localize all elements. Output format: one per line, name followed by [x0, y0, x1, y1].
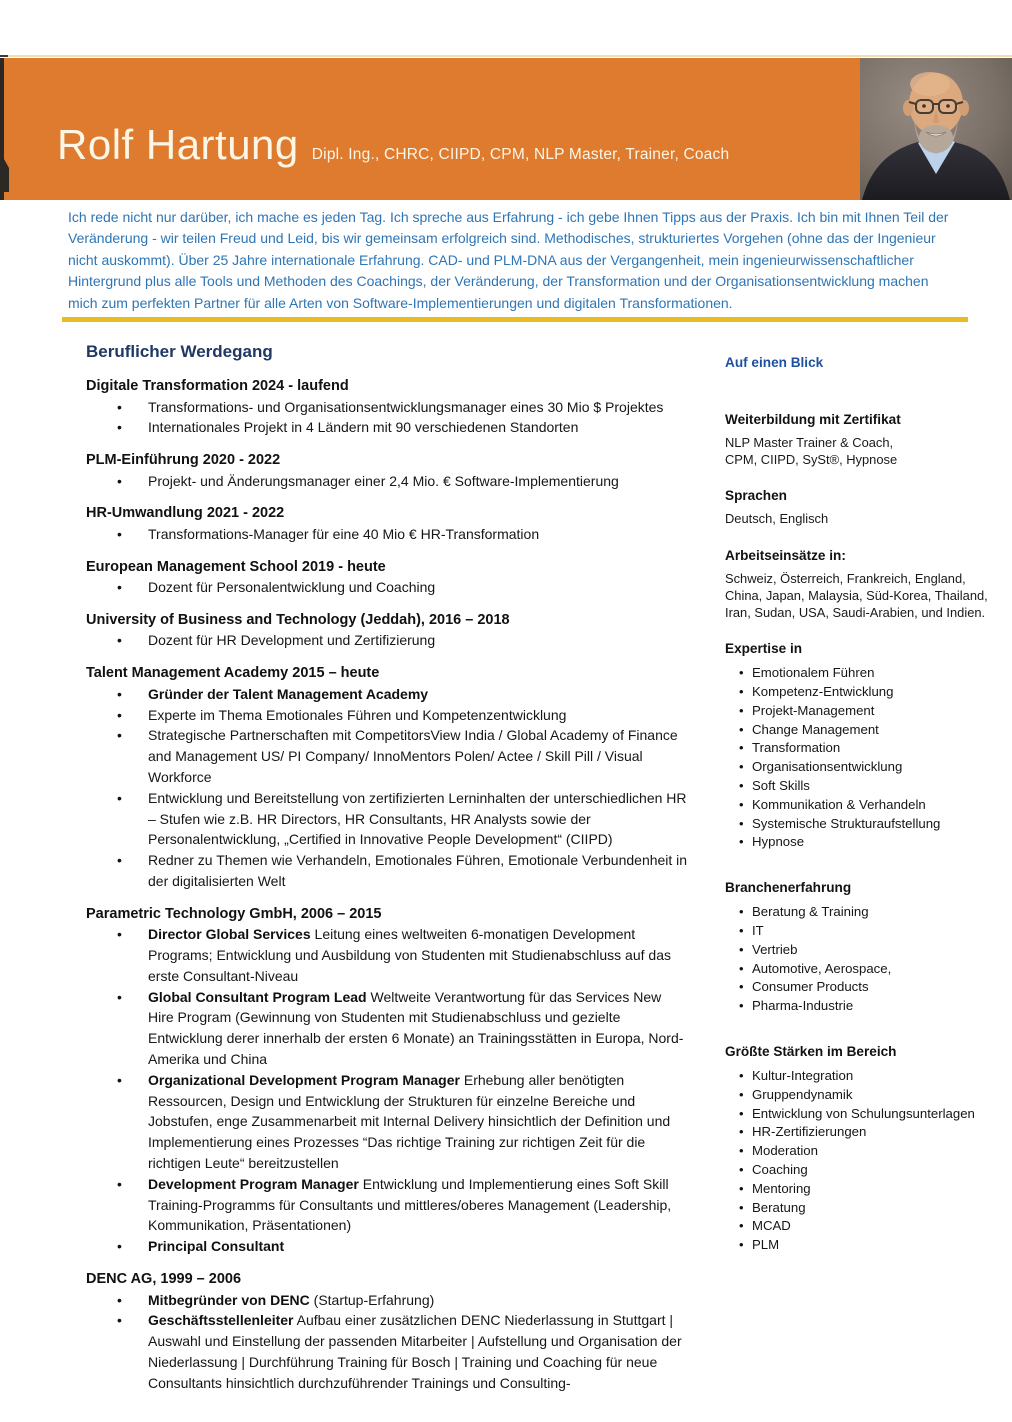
sidebar-text: Schweiz, Österreich, Frankreich, England, China, Japan, Malaysia, Süd-Korea, Thailand, Iran, Sudan, USA, Saudi-Arabien, und Indien.: [725, 570, 988, 621]
sidebar-block-heading: Expertise in: [725, 641, 803, 657]
section-heading: University of Business and Technology (Jeddah), 2016 – 2018: [86, 611, 510, 628]
sidebar-bullet-item: • Projekt-Management: [739, 702, 1003, 721]
experience-section: [86, 503, 700, 544]
sidebar-bullet-item: • Transformation: [739, 739, 1003, 758]
bullet-bold-lead: Geschäftsstellenleiter: [148, 1312, 294, 1329]
experience-section: [86, 610, 700, 651]
bullet-item: • Dozent für Personalentwicklung und Coaching: [86, 577, 688, 598]
section-bullet-list: [86, 471, 700, 492]
bullet-item: • Internationales Projekt in 4 Ländern mit 90 verschiedenen Standorten: [86, 417, 688, 438]
sidebar-bullet-item: • Change Management: [739, 721, 1003, 740]
section-bullet-list: [86, 630, 700, 651]
sidebar-bullet-item: • Automotive, Aerospace,: [739, 960, 1003, 979]
sidebar-bullet-item: • Beratung: [739, 1199, 1003, 1218]
sidebar-bullet-item: • Kommunikation & Verhandeln: [739, 796, 1003, 815]
bullet-item: • Mitbegründer von DENC (Startup-Erfahrung): [86, 1290, 688, 1311]
bullet-item: • Redner zu Themen wie Verhandeln, Emotionales Führen, Emotionale Verbundenheit in der digitalisierten Welt: [86, 850, 688, 892]
intro-paragraph: Ich rede nicht nur darüber, ich mache es jeden Tag. Ich spreche aus Erfahrung - ich gebe Ihnen Tipps aus der Praxis. Ich bin mit Ihnen Teil der Veränderung - wir teilen Freud und Leid, bis wir gemeinsam erfolgreich sind. Methodisches, strukturiertes Vorgehen (ohne das der Ingenieur nicht auskommt). Über 25 Jahre internationale Erfahrung. CAD- und PLM-DNA aus der Vergangenheit, mein ingenieurwissenschaftlicher Hintergrund plus alle Tools und Methoden des Coachings, der Veränderung, der Transformation und der Organisationsentwicklung machen mich zum perfekten Partner für alle Arten von Software-Implementierungen und digitalen Transformationen.: [68, 209, 949, 311]
header-name-row: [57, 121, 730, 168]
sidebar-text: NLP Master Trainer & Coach,: [725, 435, 894, 450]
sidebar-block: [725, 1043, 1003, 1255]
bullet-item: • Experte im Thema Emotionales Führen und Kompetenzentwicklung: [86, 705, 688, 726]
section-heading: Parametric Technology GmbH, 2006 – 2015: [86, 905, 382, 922]
sidebar-title: Auf einen Blick: [725, 355, 824, 370]
sidebar-bullet-item: • Soft Skills: [739, 777, 1003, 796]
section-heading: DENC AG, 1999 – 2006: [86, 1271, 242, 1287]
sidebar-bullet-item: • Consumer Products: [739, 978, 1003, 997]
sidebar-block-heading: Sprachen: [725, 488, 787, 504]
sidebar-block: [725, 487, 1003, 527]
bullet-item: • Transformations-Manager für eine 40 Mio € HR-Transformation: [86, 524, 688, 545]
bullet-item: • Development Program Manager Entwicklung und Implementierung eines Soft Skill Training-Programms für Consultants und mittleres/oberes Management (Leadership, Kommunikation, Präsentationen): [86, 1174, 688, 1236]
experience-sections: [86, 376, 700, 1393]
sidebar-bullet-item: • Vertrieb: [739, 941, 1003, 960]
section-bullet-list: [86, 524, 700, 545]
sidebar-bullet-item: • MCAD: [739, 1217, 1003, 1236]
sidebar-block: [725, 879, 1003, 1016]
experience-section: [86, 1269, 700, 1393]
person-name: Rolf Hartung: [57, 121, 299, 168]
bullet-bold-lead: Mitbegründer von DENC: [148, 1291, 310, 1308]
sidebar-bullet-item: • Systemische Strukturaufstellung: [739, 815, 1003, 834]
sidebar-bullet-item: • Pharma-Industrie: [739, 997, 1003, 1016]
experience-section: [86, 450, 700, 491]
sidebar-bullet-list: [725, 1067, 1003, 1255]
section-heading: PLM-Einführung 2020 - 2022: [86, 452, 281, 469]
sidebar-text: Deutsch, Englisch: [725, 511, 829, 527]
experience-section: [86, 904, 700, 1257]
divider-gold: [62, 317, 968, 322]
section-bullet-list: [86, 924, 700, 1257]
sidebar-bullet-item: • Coaching: [739, 1161, 1003, 1180]
experience-section: [86, 557, 700, 598]
sidebar-bullet-list: [725, 903, 1003, 1016]
summary-sidebar: [725, 337, 1003, 1282]
portrait-photo-graphic: [860, 58, 1012, 200]
sidebar-block: [725, 640, 1003, 852]
sidebar-bullet-item: • Organisationsentwicklung: [739, 758, 1003, 777]
sidebar-bullet-item: • Gruppendynamik: [739, 1086, 1003, 1105]
section-heading: Talent Management Academy 2015 – heute: [86, 665, 380, 682]
bullet-item: • Transformations- und Organisationsentwicklungsmanager eines 30 Mio $ Projektes: [86, 397, 688, 418]
sidebar-block-heading: Weiterbildung mit Zertifikat: [725, 412, 901, 427]
sidebar-bullet-item: • Kompetenz-Entwicklung: [739, 683, 1003, 702]
portrait-photo: [860, 58, 1012, 200]
sidebar-bullet-item: • IT: [739, 922, 1003, 941]
main-title: Beruflicher Werdegang: [86, 342, 273, 361]
sidebar-block-heading: Größte Stärken im Bereich: [725, 1043, 897, 1059]
top-accent-line: [0, 55, 1012, 57]
section-heading: HR-Umwandlung 2021 - 2022: [86, 505, 285, 522]
sidebar-block: [725, 547, 1003, 622]
bullet-bold-lead: Director Global Services: [148, 926, 311, 943]
bullet-item: [86, 1236, 688, 1257]
section-heading: Digitale Transformation 2024 - laufend: [86, 378, 349, 394]
bullet-bold-lead: Development Program Manager: [148, 1175, 359, 1192]
sidebar-bullet-item: • HR-Zertifizierungen: [739, 1123, 1003, 1142]
content-columns: [0, 337, 1012, 1405]
sidebar-bullet-list: [725, 664, 1003, 852]
sidebar-bullet-item: • Entwicklung von Schulungsunterlagen: [739, 1105, 1003, 1124]
sidebar-block-heading: Branchenerfahrung: [725, 880, 852, 896]
sidebar-bullet-item: • Emotionalem Führen: [739, 664, 1003, 683]
sidebar-bullet-item: • Mentoring: [739, 1180, 1003, 1199]
section-bullet-list: [86, 397, 700, 439]
bullet-item: • Strategische Partnerschaften mit CompetitorsView India / Global Academy of Finance and Management US/ PI Company/ InnoMentors Polen/ Actee / Skill Pill / Visual Workforce: [86, 725, 688, 787]
sidebar-bullet-item: • Kultur-Integration: [739, 1067, 1003, 1086]
credentials: Dipl. Ing., CHRC, CIIPD, CPM, NLP Master, Trainer, Coach: [311, 146, 730, 163]
experience-section: [86, 376, 700, 438]
bullet-item: • Organizational Development Program Manager Erhebung aller benötigten Ressourcen, Design und Entwicklung der Strukturen für einzelne Bereiche und Jobstufen, enge Zusammenarbeit mit Internal Delivery hinsichtlich der Definition und Implementierung eines Prozesses “Das richtige Training zur richtigen Zeit für die richtigen Leute“ bereitzustellen: [86, 1070, 688, 1174]
bullet-bold-lead: Principal Consultant: [148, 1238, 285, 1255]
sidebar-bullet-item: • Hypnose: [739, 833, 1003, 852]
bullet-item: • Geschäftsstellenleiter Aufbau einer zusätzlichen DENC Niederlassung in Stuttgart | Auswahl und Einstellung der passenden Mitarbeiter | Aufstellung und Organisation der Niederlassung | Durchführung Training für Bosch | Training und Coaching für neue Consultants hinsichtlich durchzuführender Trainings und Consulting-: [86, 1310, 688, 1393]
section-heading: European Management School 2019 - heute: [86, 558, 386, 575]
sidebar-blocks: [725, 411, 1003, 1255]
bullet-item: • Global Consultant Program Lead Weltweite Verantwortung für das Services New Hire Program (Gewinnung von Studenten mit Studienabschluss und gezielte Entwicklung derer innerhalb der ersten 6 Monate) an Trainingsstätten in Europa, Nord-Amerika und China: [86, 987, 688, 1070]
bullet-item: [86, 684, 688, 705]
bullet-item: • Entwicklung und Bereitstellung von zertifizierten Lerninhalten der unterschiedlichen HR – Stufen wie z.B. HR Directors, HR Consultants, HR Analysts sowie der Personalentwicklung, „Certified in Innovative People Development“ (CIIPD): [86, 788, 688, 850]
bullet-item: • Projekt- und Änderungsmanager einer 2,4 Mio. € Software-Implementierung: [86, 471, 688, 492]
sidebar-bullet-item: • PLM: [739, 1236, 1003, 1255]
bullet-item: • Dozent für HR Development und Zertifizierung: [86, 630, 688, 651]
bullet-item: • Director Global Services Leitung eines weltweiten 6-monatigen Development Programs; Entwicklung und Ausbildung von Studenten mit Studienabschluss auf das erste Consultant-Niveau: [86, 924, 688, 986]
sidebar-text: CPM, CIIPD, SySt®, Hypnose: [725, 452, 898, 468]
header-banner: [0, 58, 1012, 200]
section-bullet-list: [86, 684, 700, 892]
bullet-bold-lead: Organizational Development Program Manager: [148, 1071, 460, 1088]
bullet-bold-lead: Global Consultant Program Lead: [148, 988, 367, 1005]
section-bullet-list: [86, 1290, 700, 1394]
sidebar-block-heading: Arbeitseinsätze in:: [725, 547, 846, 563]
left-edge-strip: [0, 58, 4, 200]
bullet-bold-lead: Gründer der Talent Management Academy: [148, 685, 429, 702]
experience-section: [86, 663, 700, 891]
sidebar-bullet-item: • Moderation: [739, 1142, 1003, 1161]
sidebar-bullet-item: • Beratung & Training: [739, 903, 1003, 922]
experience-column: [86, 337, 700, 1405]
section-bullet-list: [86, 577, 700, 598]
sidebar-block: [725, 411, 1003, 468]
